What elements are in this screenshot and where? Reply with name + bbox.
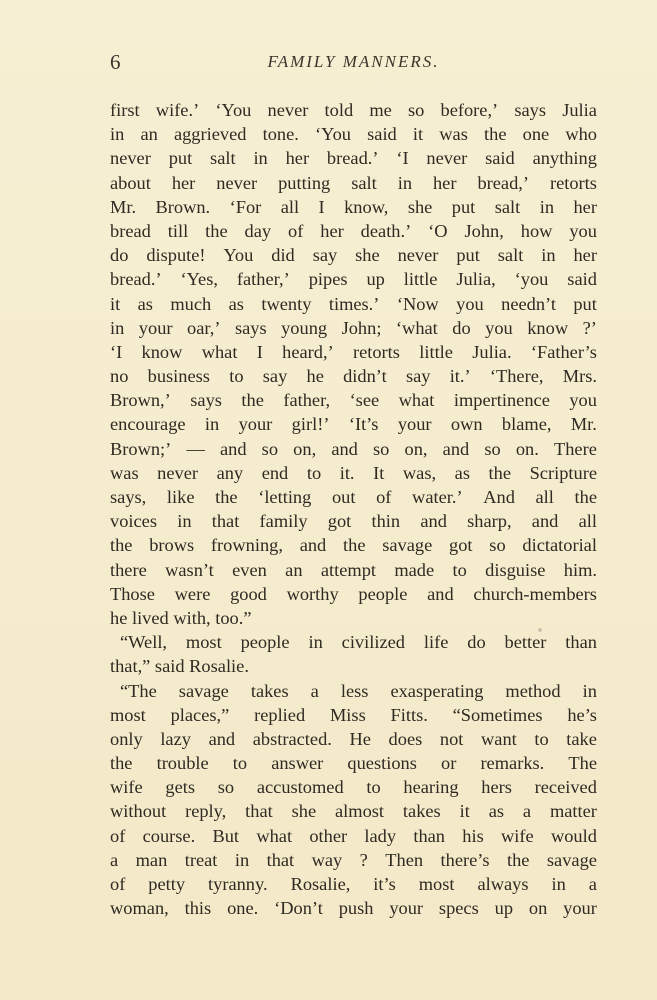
text-line: the brows frowning, and the savage got so dictatorial xyxy=(110,535,597,556)
text-line: about her never putting salt in her bread,’ retorts xyxy=(110,172,597,193)
running-title: FAMILY MANNERS. xyxy=(267,52,440,71)
text-line: Brown,’ says the father, ‘see what impertinence you xyxy=(110,390,597,411)
text-line: without reply, that she almost takes it as a matter xyxy=(110,801,597,822)
text-line: he lived with, too.” xyxy=(110,607,252,628)
text-line: never put salt in her bread.’ ‘I never said anything xyxy=(110,148,597,169)
text-line: bread till the day of her death.’ ‘O John, how you xyxy=(110,220,597,241)
text-line: encourage in your girl!’ ‘It’s your own blame, Mr. xyxy=(110,414,597,435)
text-line: was never any end to it. It was, as the Scripture xyxy=(110,462,597,483)
text-line: bread.’ ‘Yes, father,’ pipes up little Julia, ‘you said xyxy=(110,269,597,290)
text-line: Those were good worthy people and church-members xyxy=(110,583,597,604)
ink-speck xyxy=(538,628,542,632)
text-line: Brown;’ — and so on, and so on, and so on. There xyxy=(110,438,597,459)
text-line: do dispute! You did say she never put salt in her xyxy=(110,245,597,266)
text-line: in your oar,’ says young John; ‘what do you know ?’ xyxy=(110,317,597,338)
text-line: “Well, most people in civilized life do better than xyxy=(120,632,597,653)
text-line: most places,” replied Miss Fitts. “Sometimes he’s xyxy=(110,704,597,725)
text-line: of petty tyranny. Rosalie, it’s most always in a xyxy=(110,874,597,894)
body-text xyxy=(110,98,597,920)
text-line: the trouble to answer questions or remarks. The xyxy=(110,753,597,774)
page-number: 6 xyxy=(110,50,121,74)
text-line: that,” said Rosalie. xyxy=(110,656,249,677)
text-line: woman, this one. ‘Don’t push your specs up on your xyxy=(110,898,597,919)
text-line: of course. But what other lady than his wife would xyxy=(110,825,597,846)
text-line: it as much as twenty times.’ ‘Now you needn’t put xyxy=(110,293,597,314)
text-line: ‘I know what I heard,’ retorts little Julia. ‘Father’s xyxy=(110,341,597,362)
page-header xyxy=(110,50,597,78)
text-line: a man treat in that way ? Then there’s the savage xyxy=(110,849,597,870)
text-line: says, like the ‘letting out of water.’ And all the xyxy=(110,487,597,507)
text-line: first wife.’ ‘You never told me so before,’ says Julia xyxy=(110,100,597,120)
text-line: voices in that family got thin and sharp, and all xyxy=(110,511,597,532)
text-line: only lazy and abstracted. He does not want to take xyxy=(110,728,597,749)
text-line: “The savage takes a less exasperating method in xyxy=(120,680,597,701)
text-line: wife gets so accustomed to hearing hers received xyxy=(110,777,597,798)
text-line: there wasn’t even an attempt made to disguise him. xyxy=(110,559,597,580)
text-line: Mr. Brown. ‘For all I know, she put salt in her xyxy=(110,196,597,217)
text-line: no business to say he didn’t say it.’ ‘There, Mrs. xyxy=(110,366,597,387)
text-line: in an aggrieved tone. ‘You said it was the one who xyxy=(110,124,597,145)
